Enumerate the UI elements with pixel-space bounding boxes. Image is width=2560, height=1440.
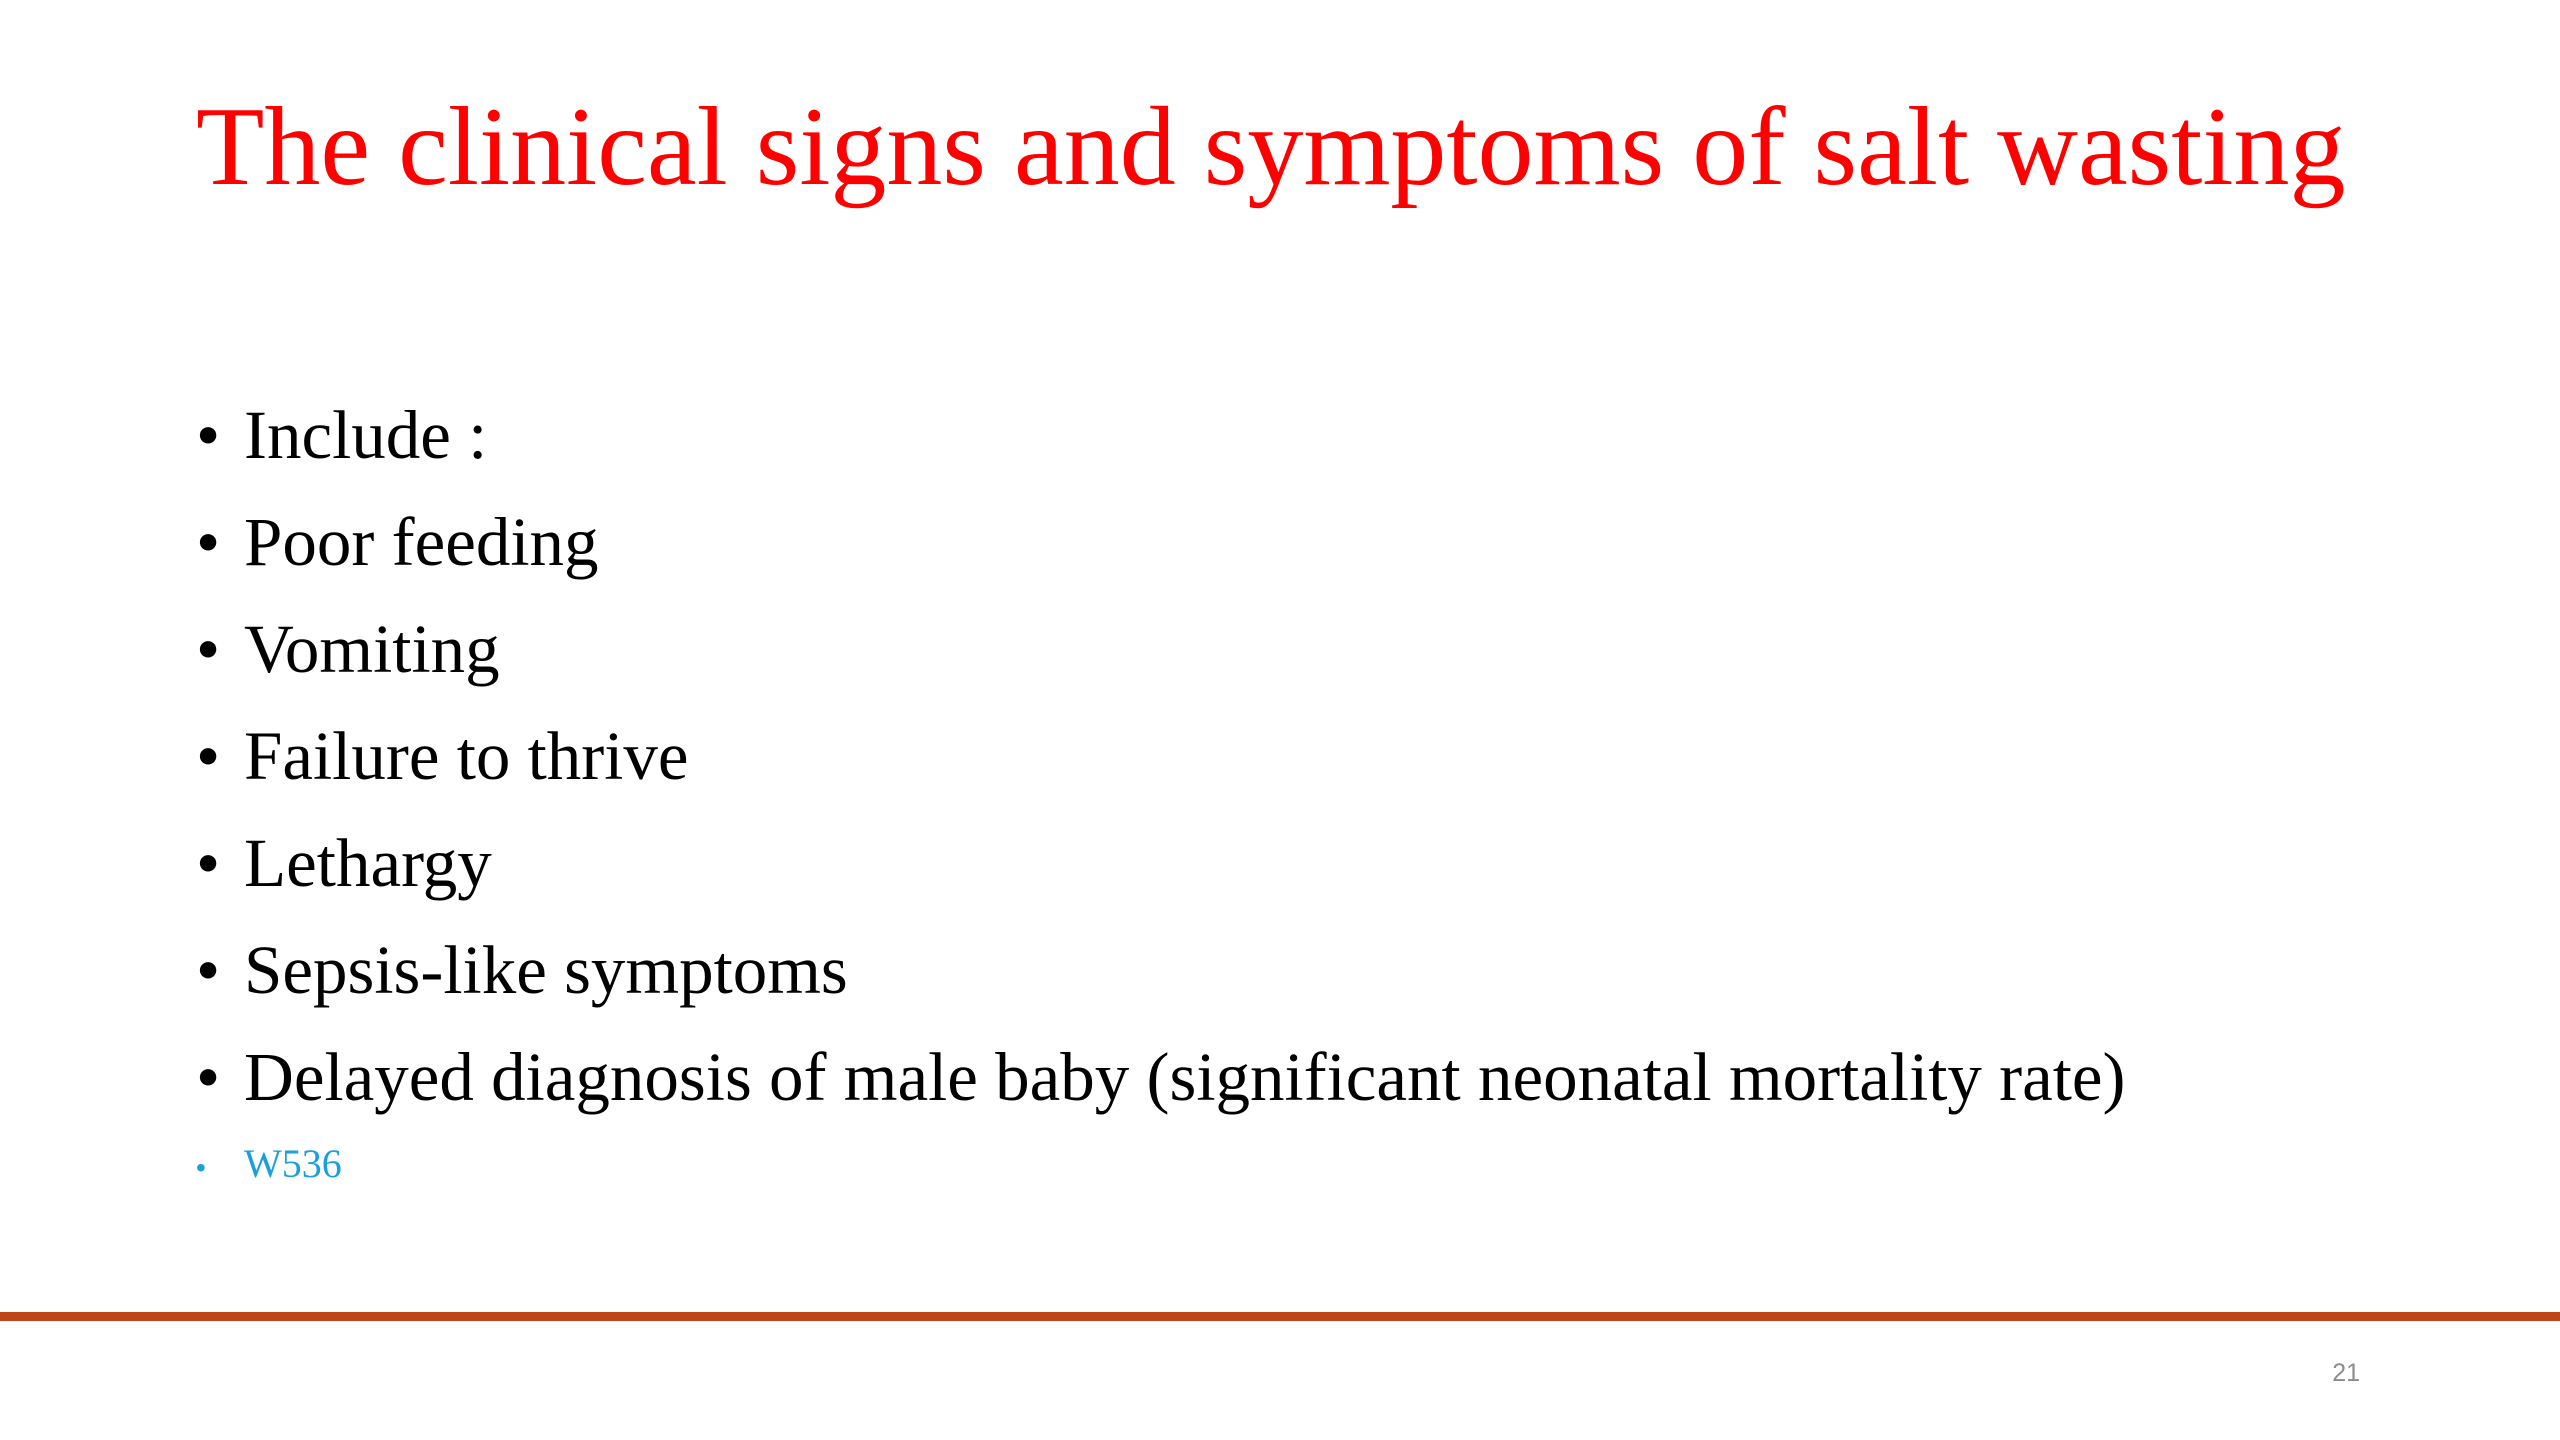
- bullet-icon: •: [196, 718, 221, 794]
- bullet-text: Sepsis-like symptoms: [244, 932, 848, 1008]
- note-item: [196, 1131, 2496, 1201]
- bullet-text: Lethargy: [244, 825, 492, 901]
- note-text: W536: [244, 1141, 342, 1186]
- slide-title: The clinical signs and symptoms of salt wasting: [196, 85, 2346, 209]
- bullet-icon: •: [196, 1039, 221, 1115]
- bullet-text: Delayed diagnosis of male baby (significant neonatal mortality rate): [244, 1039, 2126, 1115]
- bullet-text: Poor feeding: [244, 504, 599, 580]
- bullet-list: [196, 382, 2496, 1201]
- bullet-item: [196, 810, 2496, 917]
- bullet-text: Failure to thrive: [244, 718, 689, 794]
- bullet-item: [196, 703, 2496, 810]
- bullet-text: Vomiting: [244, 611, 500, 687]
- bullet-icon: •: [196, 932, 221, 1008]
- bullet-item: [196, 596, 2496, 703]
- bullet-item: [196, 489, 2496, 596]
- bullet-icon: •: [196, 397, 221, 473]
- bullet-item: [196, 917, 2496, 1024]
- bullet-item: [196, 1024, 2496, 1131]
- footer-divider: [0, 1312, 2560, 1321]
- bullet-icon: •: [196, 825, 221, 901]
- bullet-text: Include :: [244, 397, 488, 473]
- bullet-icon: •: [196, 504, 221, 580]
- bullet-icon: •: [196, 1152, 206, 1183]
- page-number: 21: [2332, 1359, 2360, 1387]
- bullet-item: [196, 382, 2496, 489]
- bullet-icon: •: [196, 611, 221, 687]
